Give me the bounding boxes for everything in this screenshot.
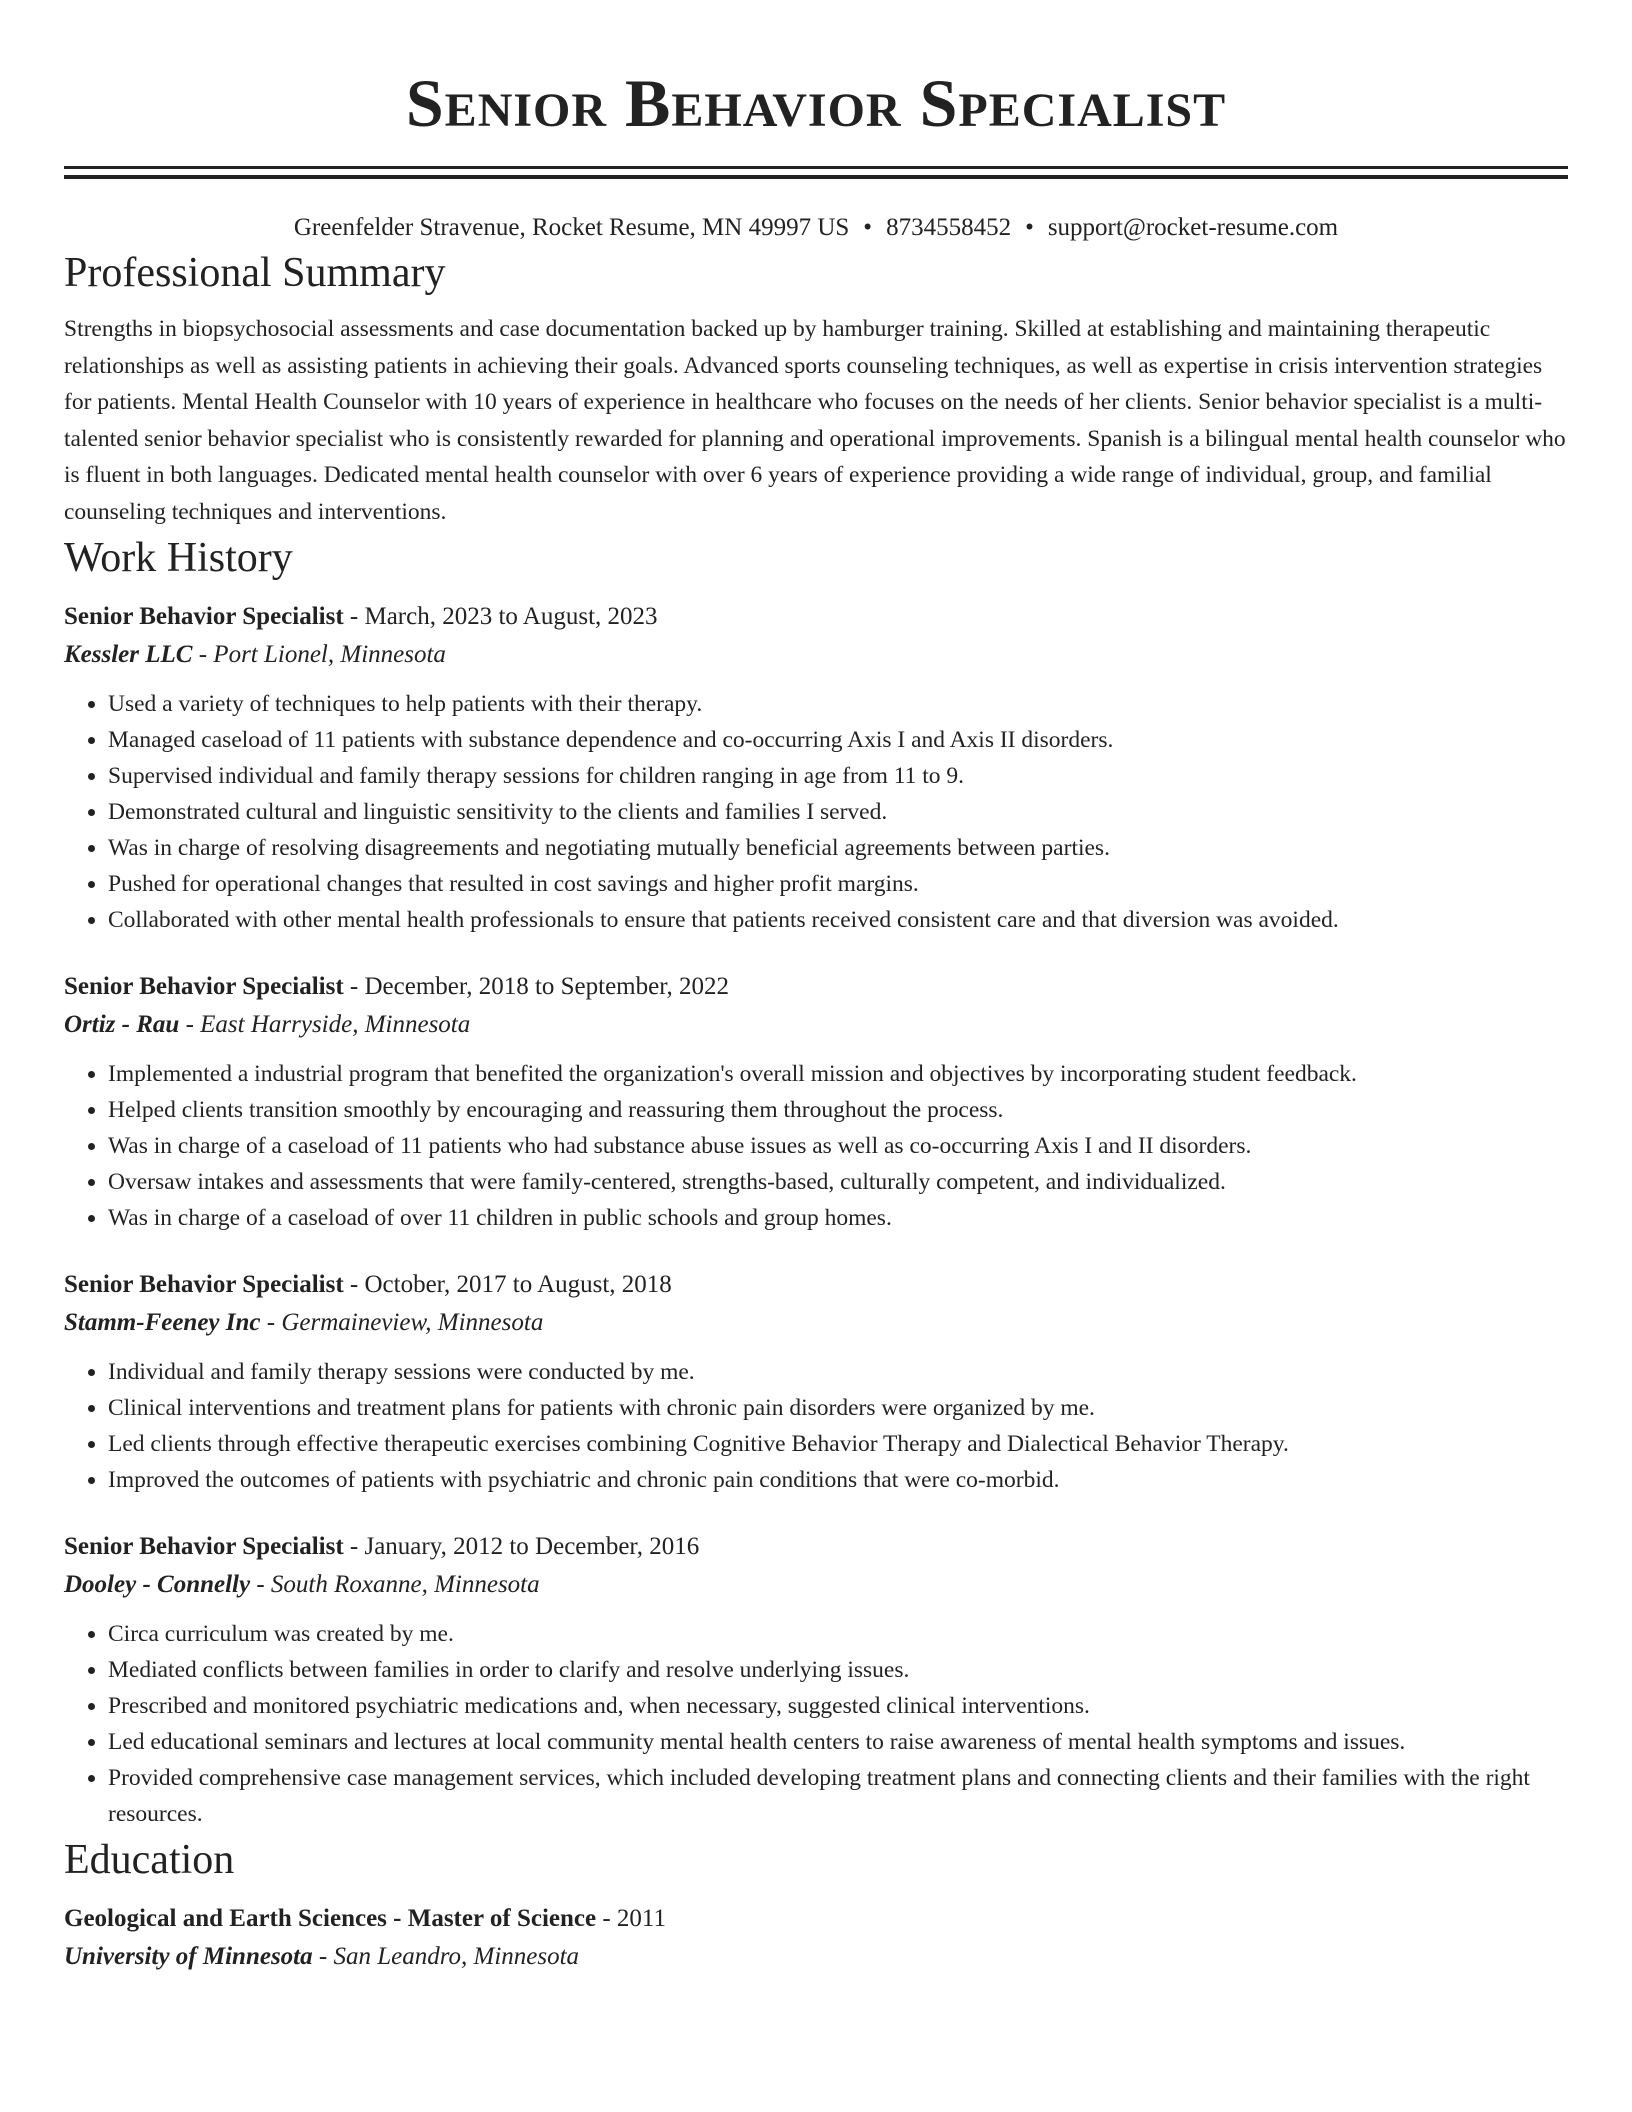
job-location: - South Roxanne, Minnesota (250, 1571, 540, 1598)
education-year: - 2011 (596, 1905, 666, 1932)
summary-heading: Professional Summary (64, 250, 446, 296)
contact-line (64, 211, 1568, 245)
contact-phone: 8734558452 (886, 214, 1012, 241)
contact-email: support@rocket-resume.com (1047, 214, 1339, 241)
contact-separator: • (1025, 214, 1034, 241)
job-title-line (64, 598, 1568, 636)
job-company-line (64, 1566, 1568, 1604)
work-history-heading: Work History (64, 535, 293, 581)
job-role: Senior Behavior Specialist (64, 1271, 344, 1298)
job-bullet: • Prescribed and monitored psychiatric medications and, when necessary, suggested clinical interventions. (108, 1688, 1568, 1724)
resume-title: Senior Behavior Specialist (405, 65, 1227, 141)
job-bullets (64, 1354, 1568, 1498)
education-entry (64, 1900, 1568, 1976)
summary-text: Strengths in biopsychosocial assessments and case documentation backed up by hamburger training. Skilled at establishing and maintaining therapeutic relationships as well as assisting patients in achieving their goals. Advanced sports counseling techniques, as well as expertise in crisis intervention strategies for patients. Mental Health Counselor with 10 years of experience in healthcare who focuses on the needs of her clients. Senior behavior specialist is a multi-talented senior behavior specialist who is consistently rewarded for planning and operational improvements. Spanish is a bilingual mental health counselor who is fluent in both languages. Dedicated mental health counselor with over 6 years of experience providing a wide range of individual, group, and familial counseling techniques and interventions. (64, 316, 1566, 525)
job-bullet: • Clinical interventions and treatment plans for patients with chronic pain disorders were organized by me. (108, 1390, 1568, 1426)
job-company-line (64, 1304, 1568, 1342)
job-bullets (64, 686, 1568, 938)
job-entry (64, 1528, 1568, 1832)
job-bullet: • Collaborated with other mental health professionals to ensure that patients received consistent care and that diversion was avoided. (108, 902, 1568, 938)
job-company: Stamm-Feeney Inc (64, 1309, 261, 1336)
job-dates: - October, 2017 to August, 2018 (343, 1271, 672, 1298)
job-dates: - January, 2012 to December, 2016 (343, 1533, 700, 1560)
job-bullet: • Was in charge of a caseload of 11 patients who had substance abuse issues as well as co-occurring Axis I and II disorders. (108, 1128, 1568, 1164)
job-bullet: • Implemented a industrial program that benefited the organization's overall mission and objectives by incorporating student feedback. (108, 1056, 1568, 1092)
job-bullets (64, 1616, 1568, 1832)
education-degree-line (64, 1900, 1568, 1938)
job-bullet: • Pushed for operational changes that resulted in cost savings and higher profit margins. (108, 866, 1568, 902)
job-bullet: • Was in charge of a caseload of over 11 children in public schools and group homes. (108, 1200, 1568, 1236)
education-school: University of Minnesota (64, 1943, 313, 1970)
job-role: Senior Behavior Specialist (64, 603, 344, 630)
job-bullet: • Helped clients transition smoothly by encouraging and reassuring them throughout the process. (108, 1092, 1568, 1128)
contact-address: Greenfelder Stravenue, Rocket Resume, MN 49997 US (293, 214, 850, 241)
job-company: Kessler LLC (64, 641, 193, 668)
title-rule-bottom (64, 175, 1568, 179)
job-role: Senior Behavior Specialist (64, 1533, 344, 1560)
job-bullet: • Was in charge of resolving disagreements and negotiating mutually beneficial agreements between parties. (108, 830, 1568, 866)
education-heading: Education (64, 1837, 235, 1883)
contact-separator: • (863, 214, 873, 241)
job-dates: - December, 2018 to September, 2022 (343, 973, 730, 1000)
job-company-line (64, 1006, 1568, 1044)
job-bullet: • Improved the outcomes of patients with psychiatric and chronic pain conditions that were co-morbid. (108, 1462, 1568, 1498)
job-bullet: • Circa curriculum was created by me. (108, 1616, 1568, 1652)
job-bullet: • Led clients through effective therapeutic exercises combining Cognitive Behavior Therapy and Dialectical Behavior Therapy. (108, 1426, 1568, 1462)
job-location: - Port Lionel, Minnesota (192, 641, 446, 668)
job-bullet: • Led educational seminars and lectures at local community mental health centers to raise awareness of mental health symptoms and issues. (108, 1724, 1568, 1760)
job-dates: - March, 2023 to August, 2023 (343, 603, 658, 630)
job-role: Senior Behavior Specialist (64, 973, 344, 1000)
job-location: - East Harryside, Minnesota (179, 1011, 471, 1038)
job-bullet: • Demonstrated cultural and linguistic sensitivity to the clients and families I served. (108, 794, 1568, 830)
job-entry (64, 598, 1568, 938)
job-location: - Germaineview, Minnesota (260, 1309, 544, 1336)
job-bullet: • Provided comprehensive case management services, which included developing treatment plans and connecting clients and their families with the right resources. (108, 1760, 1568, 1832)
job-title-line (64, 1266, 1568, 1304)
job-entry (64, 1266, 1568, 1498)
job-company-line (64, 636, 1568, 674)
job-bullet: • Used a variety of techniques to help patients with their therapy. (108, 686, 1568, 722)
education-location: - San Leandro, Minnesota (312, 1943, 580, 1970)
job-bullet: • Individual and family therapy sessions were conducted by me. (108, 1354, 1568, 1390)
job-bullet: • Oversaw intakes and assessments that were family-centered, strengths-based, culturally competent, and individualized. (108, 1164, 1568, 1200)
job-company: Ortiz - Rau (64, 1011, 180, 1038)
job-bullets (64, 1056, 1568, 1236)
job-entry (64, 968, 1568, 1236)
job-bullet: • Supervised individual and family therapy sessions for children ranging in age from 11 to 9. (108, 758, 1568, 794)
job-company: Dooley - Connelly (64, 1571, 251, 1598)
education-school-line (64, 1938, 1568, 1976)
education-degree: Geological and Earth Sciences - Master of Science (64, 1905, 597, 1932)
job-bullet: • Mediated conflicts between families in order to clarify and resolve underlying issues. (108, 1652, 1568, 1688)
job-bullet: • Managed caseload of 11 patients with substance dependence and co-occurring Axis I and Axis II disorders. (108, 722, 1568, 758)
job-title-line (64, 968, 1568, 1006)
job-title-line (64, 1528, 1568, 1566)
title-rule-top (64, 166, 1568, 169)
